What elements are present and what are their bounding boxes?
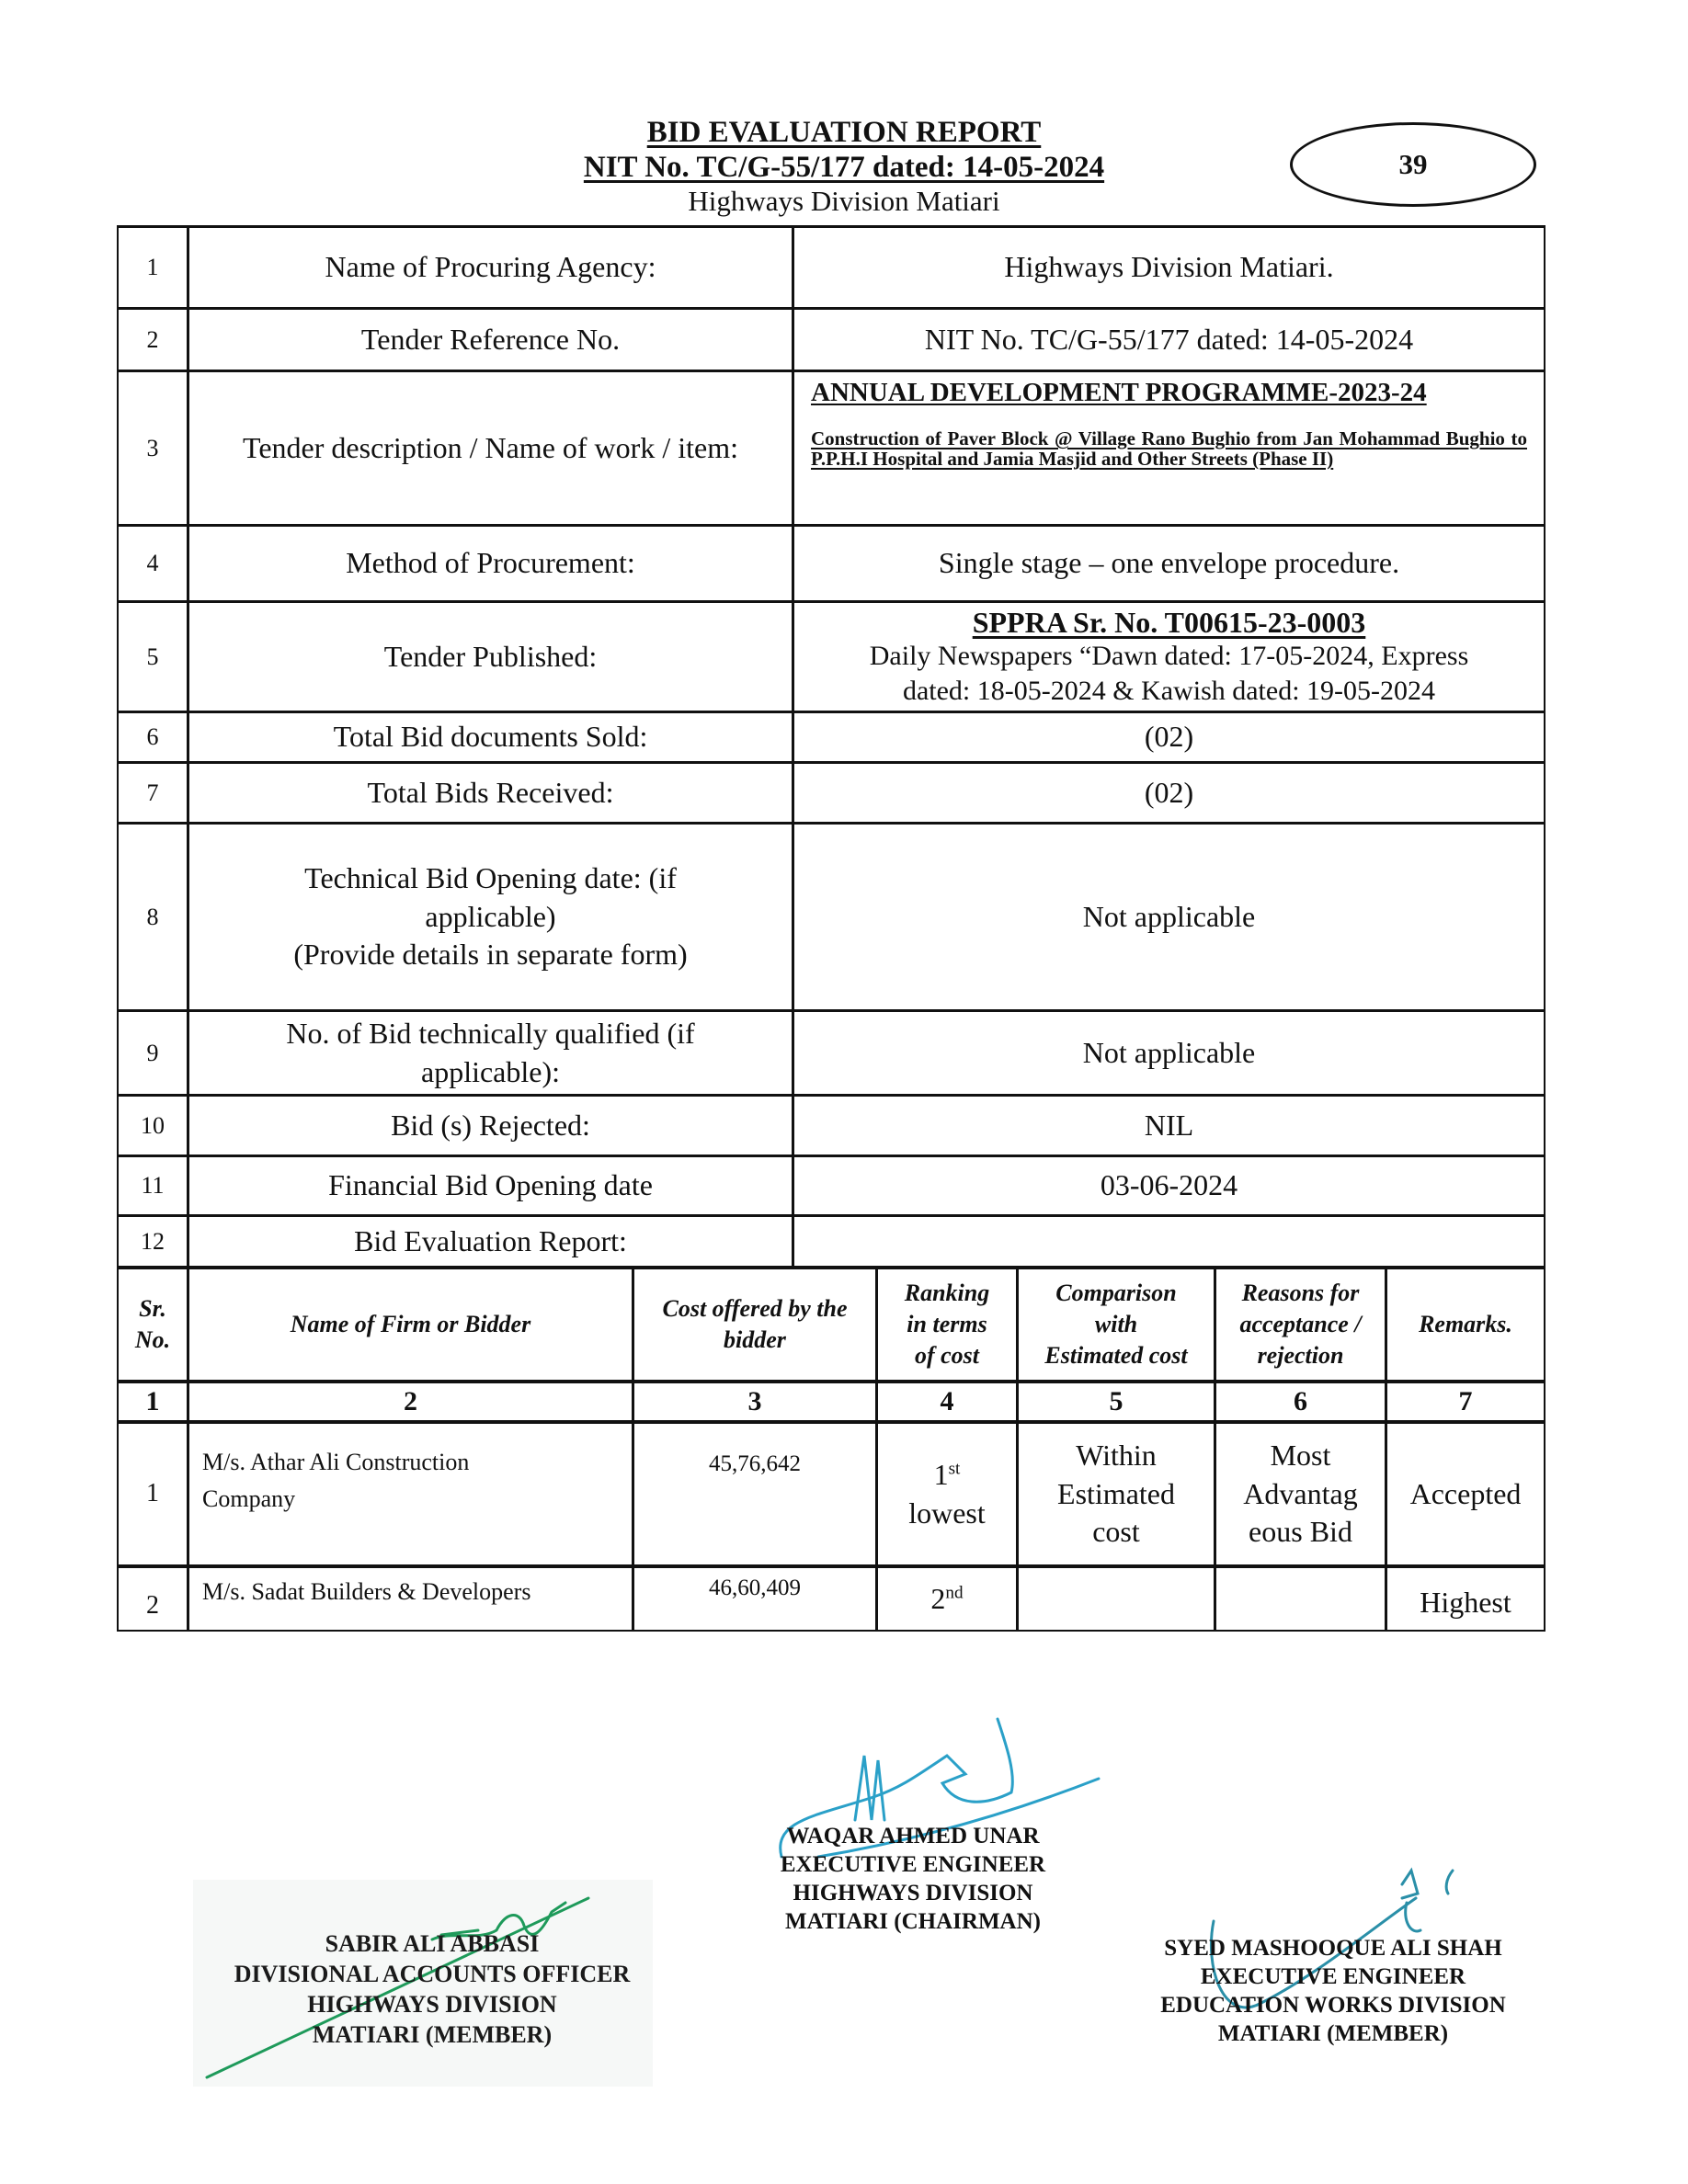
label-procuring-agency: Name of Procuring Agency: xyxy=(188,225,793,309)
row-number: 4 xyxy=(117,525,188,602)
signatory-name: WAQAR AHMED UNAR xyxy=(786,1824,1040,1848)
comparison-line: Estimated xyxy=(1057,1476,1175,1510)
label-bids-rejected: Bid (s) Rejected: xyxy=(188,1095,793,1156)
rank-position: 1st xyxy=(933,1457,961,1491)
header-sr-no xyxy=(117,1267,188,1382)
bid-reason xyxy=(1215,1421,1386,1566)
rank-word: lowest xyxy=(908,1496,986,1530)
label-tender-description: Tender description / Name of work / item: xyxy=(188,370,793,526)
bid-ranking xyxy=(876,1421,1018,1566)
signatory-designation: DIVISIONAL ACCOUNTS OFFICER xyxy=(234,1961,631,1987)
header-line: bidder xyxy=(724,1326,786,1353)
row-number: 3 xyxy=(117,370,188,526)
label-bid-evaluation-report: Bid Evaluation Report: xyxy=(188,1215,793,1268)
bid-ranking xyxy=(876,1565,1018,1632)
column-number: 7 xyxy=(1386,1381,1545,1422)
header-line: rejection xyxy=(1257,1341,1344,1369)
signatory-name: SYED MASHOOQUE ALI SHAH xyxy=(1164,1936,1502,1961)
header-line: with xyxy=(1094,1311,1138,1338)
signatory-office: HIGHWAYS DIVISION xyxy=(793,1881,1033,1905)
bid-comparison xyxy=(1017,1565,1215,1632)
row-number: 10 xyxy=(117,1095,188,1156)
header-line: Comparison xyxy=(1055,1280,1177,1307)
bid-cost: 45,76,642 xyxy=(633,1421,877,1566)
signatory-office: HIGHWAYS DIVISION xyxy=(307,1991,557,2018)
label-procurement-method: Method of Procurement: xyxy=(188,525,793,602)
header-line: Ranking xyxy=(904,1280,990,1307)
bid-sr-no: 1 xyxy=(117,1421,188,1566)
header-line: Reasons for xyxy=(1241,1280,1360,1307)
row-number: 7 xyxy=(117,762,188,824)
value-procurement-method: Single stage – one envelope procedure. xyxy=(793,525,1545,602)
programme-title: ANNUAL DEVELOPMENT PROGRAMME-2023-24 xyxy=(811,378,1427,407)
column-number: 4 xyxy=(876,1381,1018,1422)
header-cost-offered xyxy=(633,1267,877,1382)
bid-comparison xyxy=(1017,1421,1215,1566)
reason-line: Advantag xyxy=(1243,1476,1358,1510)
accounts-officer-signature-block xyxy=(211,1928,653,2050)
header-line: of cost xyxy=(914,1341,980,1369)
comparison-line: cost xyxy=(1092,1515,1140,1549)
bid-cost: 46,60,409 xyxy=(633,1565,877,1632)
value-bids-rejected: NIL xyxy=(793,1095,1545,1156)
header-line: No. xyxy=(134,1326,171,1353)
row-number: 9 xyxy=(117,1010,188,1096)
signatory-role: MATIARI (MEMBER) xyxy=(1217,2021,1449,2046)
bid-firm-name xyxy=(188,1421,633,1566)
value-tender-description xyxy=(793,370,1545,526)
reason-line: Most xyxy=(1270,1439,1331,1473)
signatory-name: SABIR ALI ABBASI xyxy=(325,1930,540,1957)
label-tender-reference: Tender Reference No. xyxy=(188,308,793,371)
label-tender-published: Tender Published: xyxy=(188,601,793,712)
row-number: 5 xyxy=(117,601,188,712)
label-line: applicable) xyxy=(425,899,556,933)
bid-firm-name: M/s. Sadat Builders & Developers xyxy=(188,1565,633,1632)
value-bids-received: (02) xyxy=(793,762,1545,824)
signatory-role: MATIARI (MEMBER) xyxy=(312,2021,553,2048)
value-financial-opening: 03-06-2024 xyxy=(793,1155,1545,1216)
value-bid-evaluation-report xyxy=(793,1215,1545,1268)
label-bids-received: Total Bids Received: xyxy=(188,762,793,824)
signatory-designation: EXECUTIVE ENGINEER xyxy=(780,1852,1046,1877)
row-number: 11 xyxy=(117,1155,188,1216)
column-number: 2 xyxy=(188,1381,633,1422)
reason-line: eous Bid xyxy=(1249,1515,1352,1549)
signatory-role: MATIARI (CHAIRMAN) xyxy=(785,1909,1041,1934)
column-number: 1 xyxy=(117,1381,188,1422)
bid-reason xyxy=(1215,1565,1386,1632)
row-number: 8 xyxy=(117,823,188,1011)
header-line: Estimated cost xyxy=(1044,1341,1188,1369)
newspaper-line-2: dated: 18-05-2024 & Kawish dated: 19-05-2024 xyxy=(902,675,1436,706)
header-reasons xyxy=(1215,1267,1386,1382)
newspaper-line-1: Daily Newspapers “Dawn dated: 17-05-2024, Express xyxy=(869,641,1469,672)
column-number: 3 xyxy=(633,1381,877,1422)
firm-name-line: M/s. Athar Ali Construction xyxy=(202,1449,470,1475)
value-tender-published xyxy=(793,601,1545,712)
label-technical-opening xyxy=(188,823,793,1011)
value-documents-sold: (02) xyxy=(793,711,1545,763)
header-ranking xyxy=(876,1267,1018,1382)
header-line: Sr. xyxy=(139,1295,166,1323)
row-number: 6 xyxy=(117,711,188,763)
label-line: No. of Bid technically qualified (if xyxy=(286,1016,695,1050)
bid-remarks: Highest xyxy=(1386,1565,1545,1632)
header-line: Cost offered by the xyxy=(662,1295,848,1323)
row-number: 2 xyxy=(117,308,188,371)
value-technically-qualified: Not applicable xyxy=(793,1010,1545,1096)
report-title: BID EVALUATION REPORT xyxy=(646,116,1042,149)
label-technically-qualified xyxy=(188,1010,793,1096)
page-number: 39 xyxy=(1398,148,1428,180)
value-technical-opening: Not applicable xyxy=(793,823,1545,1011)
header-line: in terms xyxy=(907,1311,987,1338)
header-line: acceptance / xyxy=(1239,1311,1362,1338)
rank-position: 2nd xyxy=(930,1581,964,1615)
column-number: 6 xyxy=(1215,1381,1386,1422)
header-comparison xyxy=(1017,1267,1215,1382)
bid-remarks: Accepted xyxy=(1386,1421,1545,1566)
value-tender-reference: NIT No. TC/G-55/177 dated: 14-05-2024 xyxy=(793,308,1545,371)
chairman-signature-block xyxy=(729,1822,1097,1936)
signatory-office: EDUCATION WORKS DIVISION xyxy=(1160,1993,1506,2018)
education-member-signature-block xyxy=(1131,1934,1535,2048)
header-firm-name: Name of Firm or Bidder xyxy=(188,1267,633,1382)
value-procuring-agency: Highways Division Matiari. xyxy=(793,225,1545,309)
row-number: 1 xyxy=(117,225,188,309)
page-number-badge xyxy=(1290,122,1536,207)
signatory-designation: EXECUTIVE ENGINEER xyxy=(1200,1964,1466,1989)
row-number: 12 xyxy=(117,1215,188,1268)
report-subtitle: Highways Division Matiari xyxy=(688,185,1000,217)
sppra-number: SPPRA Sr. No. T00615-23-0003 xyxy=(972,605,1366,639)
report-nit-number: NIT No. TC/G-55/177 dated: 14-05-2024 xyxy=(583,151,1105,184)
bid-sr-no: 2 xyxy=(117,1565,188,1632)
firm-name-line: Company xyxy=(202,1485,296,1513)
work-description: Construction of Paver Block @ Village Rano Bughio from Jan Mohammad Bughio to P.P.H.I Hospital and Jamia Masjid and Other Streets (Phase II) xyxy=(811,427,1527,471)
header-remarks: Remarks. xyxy=(1386,1267,1545,1382)
column-number: 5 xyxy=(1017,1381,1215,1422)
label-line: Technical Bid Opening date: (if xyxy=(304,861,677,895)
label-documents-sold: Total Bid documents Sold: xyxy=(188,711,793,763)
label-financial-opening: Financial Bid Opening date xyxy=(188,1155,793,1216)
label-line: (Provide details in separate form) xyxy=(293,938,688,972)
comparison-line: Within xyxy=(1076,1439,1157,1473)
label-line: applicable): xyxy=(420,1054,561,1088)
